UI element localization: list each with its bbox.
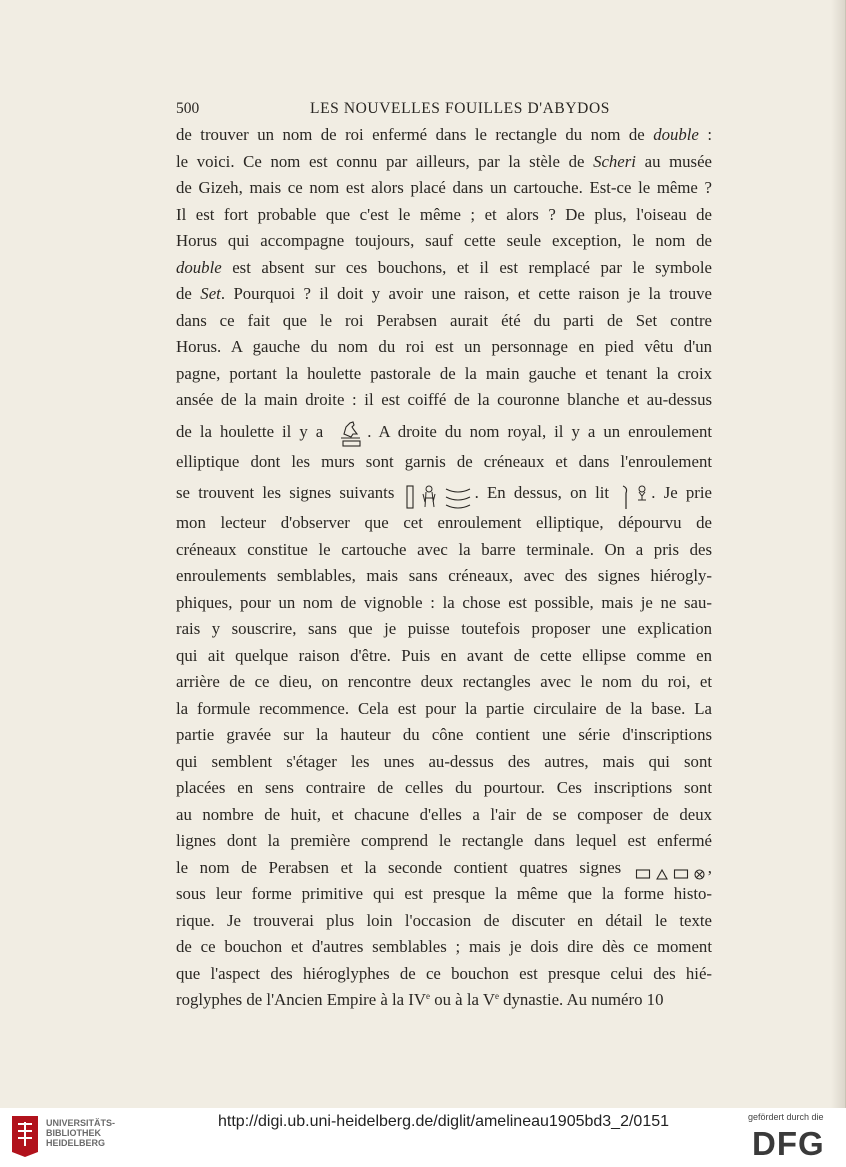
text-line: Horus qui accompagne toujours, sauf cette seule exception, le nom de: [176, 231, 712, 250]
text-line: arrière de ce dieu, on rencontre deux rectangles avec le nom du roi, et: [176, 672, 712, 691]
text-line: le nom de Perabsen et la seconde contient quatres signes ,: [176, 855, 712, 882]
university-library-logo-icon: [8, 1112, 42, 1158]
text-line: lignes dont la première comprend le rectangle dans lequel est enfermé: [176, 831, 712, 850]
text-line: au nombre de huit, et chacune d'elles a l'air de se composer de deux: [176, 804, 712, 824]
source-url-link[interactable]: http://digi.ub.uni-heidelberg.de/diglit/amelineau1905bd3_2/0151: [218, 1113, 670, 1130]
hieroglyph-water-lines-icon: [443, 480, 473, 510]
running-title: LES NOUVELLES FOUILLES D'ABYDOS: [310, 100, 610, 117]
text-line: de Set. Pourquoi ? il doit y avoir une raison, et cette raison je la trouve: [176, 284, 712, 303]
hieroglyph-triangle-icon: [655, 867, 669, 881]
text-line: de trouver un nom de roi enfermé dans le rectangle du nom de double :: [176, 125, 712, 144]
text-line: partie gravée sur la hauteur du cône contient une série d'inscriptions: [176, 725, 712, 744]
running-head: [176, 100, 712, 122]
hieroglyph-stroke-icon: [405, 480, 415, 510]
text-line: le voici. Ce nom est connu par ailleurs, par la stèle de Scheri au musée: [176, 151, 712, 171]
hieroglyph-rectangle-icon: [635, 867, 651, 881]
hieroglyph-seated-figure-icon: [419, 480, 439, 510]
text-line: Il est fort probable que c'est le même ; et alors ? De plus, l'oiseau de: [176, 204, 712, 224]
hieroglyph-flower-icon: [635, 480, 649, 510]
text-line: rais y souscrire, sans que je puisse toutefois proposer une explication: [176, 619, 712, 638]
text-line: Horus. A gauche du nom du roi est un personnage en pied vêtu d'un: [176, 337, 712, 356]
text-line: de la houlette il y a . A droite du nom royal, il y a un enroulement: [176, 414, 712, 449]
text-line: la formule recommence. Cela est pour la partie circulaire de la base. La: [176, 698, 712, 718]
text-line: se trouvent les signes suivants . En dessus, on lit . Je prie: [176, 475, 712, 510]
hieroglyph-falcon-on-rectangle-icon: [333, 417, 365, 449]
text-line: ansée de la main droite : il est coiffé de la couronne blanche et au-dessus: [176, 390, 712, 409]
text-line: rique. Je trouverai plus loin l'occasion de discuter en détail le texte: [176, 910, 712, 930]
dfg-logo: DFG: [752, 1125, 825, 1162]
text-line: de ce bouchon et d'autres semblables ; mais je dois dire dès ce moment: [176, 937, 712, 956]
text-line: sous leur forme primitive qui est presque la même que la forme histo-: [176, 884, 712, 903]
text-line: de Gizeh, mais ce nom est alors placé dans un cartouche. Est-ce le même ?: [176, 178, 712, 197]
text-line: qui semblent s'étager les unes au-dessus des autres, mais qui sont: [176, 751, 712, 771]
text-line: roglyphes de l'Ancien Empire à la IVe ou à la Ve dynastie. Au numéro 10: [176, 990, 664, 1009]
text-line: double est absent sur ces bouchons, et il est remplacé par le symbole: [176, 257, 712, 277]
text-line: phiques, pour un nom de vignoble : la chose est possible, mais je ne sau-: [176, 592, 712, 612]
text-line: pagne, portant la houlette pastorale de la main gauche et tenant la croix: [176, 363, 712, 383]
text-line: dans ce fait que le roi Perabsen aurait été du parti de Set contre: [176, 310, 712, 330]
hieroglyph-circle-cross-icon: [693, 867, 706, 881]
library-name: UNIVERSITÄTS- BIBLIOTHEK HEIDELBERG: [46, 1118, 116, 1148]
text-line: elliptique dont les murs sont garnis de créneaux et dans l'enroulement: [176, 451, 712, 471]
hieroglyph-rectangle-icon: [673, 867, 689, 881]
text-line: placées en sens contraire de celles du pourtour. Ces inscriptions sont: [176, 778, 712, 797]
page-number: 500: [176, 100, 200, 117]
text-line: mon lecteur d'observer que cet enroulement elliptique, dépourvu de: [176, 513, 712, 532]
text-line: que l'aspect des hiéroglyphes de ce bouchon est presque celui des hié-: [176, 963, 712, 983]
text-line: créneaux constitue le cartouche avec la barre terminale. On a pris des: [176, 539, 712, 559]
funded-by-label: gefördert durch die: [748, 1112, 824, 1122]
hieroglyph-reed-icon: [619, 480, 631, 510]
body-text: [176, 122, 712, 1014]
text-line: enroulements semblables, mais sans créneaux, avec des signes hiérogly-: [176, 566, 712, 585]
text-line: qui ait quelque raison d'être. Puis en avant de cette ellipse comme en: [176, 645, 712, 665]
